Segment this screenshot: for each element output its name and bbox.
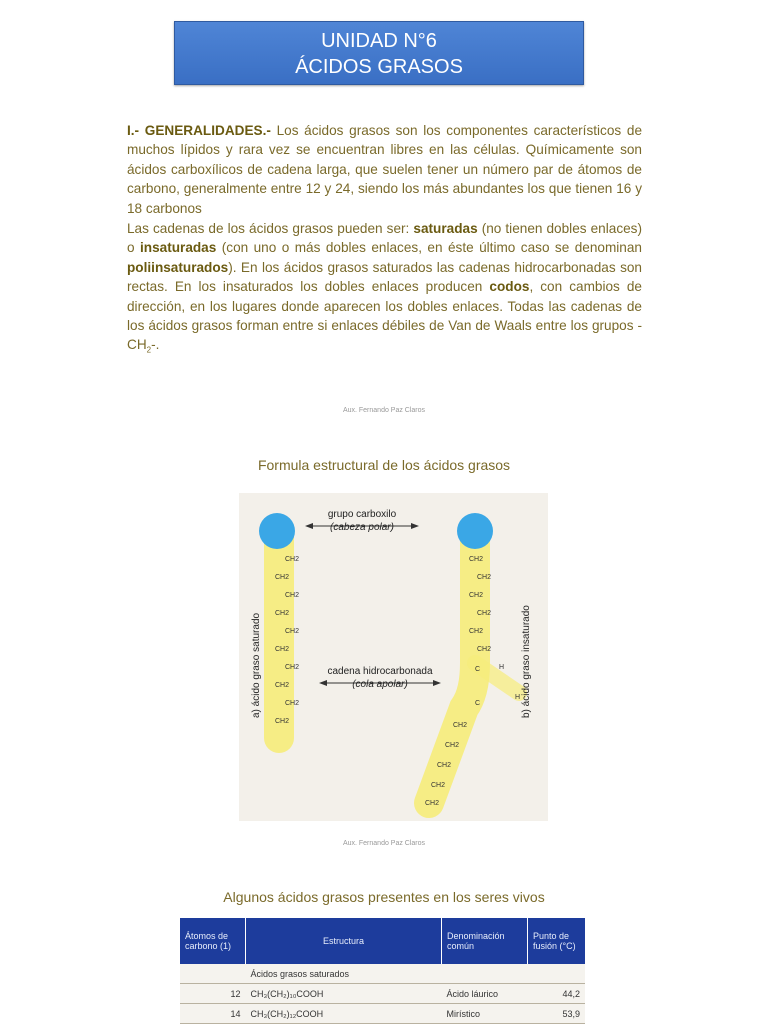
generalidades-text: Los ácidos grasos son los componentes característicos de muchos lípidos y rara vez se encuentran libres en las células. Químicamente son ácidos carboxílicos de cadena larga, que suelen tener un número par de átomos de carbono, generalmente entre 12 y 24, siendo los más abundantes los que tienen 16 y 18 carbonos	[127, 123, 642, 216]
author-credit: Aux. Fernando Paz Claros	[342, 840, 426, 847]
cell-name: Ácido láurico	[442, 984, 528, 1004]
generalidades-heading: I.- GENERALIDADES.-	[127, 123, 271, 138]
cadenas-text: , con cambios de dirección, en los lugares donde aparecen los dobles enlaces. Todas las cadenas de los ácidos grasos forman entre si enlaces débiles de Van de Waals entre los grupos -CH	[127, 279, 642, 353]
unit-number: UNIDAD N°6	[321, 30, 437, 52]
col-name: Denominación común	[442, 918, 528, 964]
figure-caption: Formula estructural de los ácidos grasos	[257, 457, 511, 473]
ch2-label: CH2	[275, 718, 290, 725]
fatty-acid-diagram	[239, 493, 548, 821]
saturated-polar-head	[259, 513, 295, 549]
ch2-label: CH2	[425, 800, 440, 807]
ch2-label: CH2	[285, 556, 300, 563]
cell-melting-point: 44,2	[528, 984, 586, 1004]
cadenas-text: (no tienen dobles enlaces) o	[127, 221, 642, 256]
ch2-label: CH2	[469, 556, 484, 563]
col-carbon: Átomos de carbono (1)	[180, 918, 246, 964]
arrowhead	[433, 680, 441, 686]
h-label: H	[499, 664, 505, 671]
ch2-label: CH2	[469, 628, 484, 635]
unsaturated-label: b) ácido graso insaturado	[521, 605, 532, 718]
table-caption: Algunos ácidos grasos presentes en los seres vivos	[223, 889, 545, 905]
unsaturated-polar-head	[457, 513, 493, 549]
ch2-label: CH2	[477, 646, 492, 653]
arrowhead	[319, 680, 327, 686]
ch2-label: CH2	[275, 610, 290, 617]
ch2-label: CH2	[285, 592, 300, 599]
term-saturadas: saturadas	[413, 221, 478, 236]
fatty-acids-data-table	[180, 918, 585, 1024]
section-saturated: Ácidos grasos saturados	[246, 964, 586, 984]
chain-sub: (cola apolar)	[352, 679, 408, 690]
ch2-label: CH2	[275, 574, 290, 581]
ch2-label: CH2	[275, 646, 290, 653]
ch2-label: CH2	[453, 722, 468, 729]
diagram-svg	[239, 493, 548, 821]
cell-structure: CH₃(CH₂)₁₂COOH	[246, 1004, 442, 1024]
table-section-row	[180, 964, 585, 984]
saturated-label: a) ácido graso saturado	[251, 612, 262, 718]
term-insaturadas: insaturadas	[140, 240, 217, 256]
table-row	[180, 1004, 585, 1024]
ch2-label: CH2	[275, 682, 290, 689]
ch2-label: CH2	[285, 628, 300, 635]
table-row	[180, 984, 585, 1004]
cadenas-paragraph	[127, 219, 642, 361]
table-header-row	[180, 918, 585, 964]
term-codos: codos	[489, 279, 530, 295]
c-label: C	[475, 666, 481, 673]
cadenas-text: Las cadenas de los ácidos grasos pueden ser:	[127, 221, 414, 236]
cell-name: Mirístico	[442, 1004, 528, 1024]
term-poliinsaturados: poliinsaturados	[127, 259, 229, 275]
ch2-label: CH2	[477, 610, 492, 617]
arrowhead	[305, 523, 313, 529]
ch2-label: CH2	[445, 742, 460, 749]
cell-structure: CH₃(CH₂)₁₀COOH	[246, 984, 442, 1004]
cell-carbon: 12	[180, 984, 246, 1004]
arrowhead	[411, 523, 419, 529]
cadenas-text: -.	[151, 337, 160, 353]
h-label: H	[515, 694, 521, 701]
cell-carbon: 14	[180, 1004, 246, 1024]
ch2-label: CH2	[285, 664, 300, 671]
ch2-label: CH2	[477, 574, 492, 581]
cadenas-text: (con uno o más dobles enlaces, en éste último caso se denominan	[216, 240, 642, 256]
cadenas-text: ). En los ácidos grasos saturados las cadenas hidrocarbonadas son rectas. En los insaturados los dobles enlaces producen	[127, 259, 642, 295]
ch2-label: CH2	[285, 700, 300, 707]
generalidades-paragraph	[127, 121, 642, 218]
col-structure: Estructura	[246, 918, 442, 964]
ch2-label: CH2	[469, 592, 484, 599]
carboxyl-sub: (cabeza polar)	[330, 522, 394, 533]
unit-topic: ÁCIDOS GRASOS	[295, 56, 463, 78]
author-credit: Aux. Fernando Paz Claros	[342, 407, 426, 414]
col-melting-point: Punto de fusión (°C)	[528, 918, 586, 964]
fatty-acids-table	[180, 918, 585, 1024]
subscript: 2	[146, 346, 152, 356]
ch2-label: CH2	[437, 762, 452, 769]
ch2-label: CH2	[431, 782, 446, 789]
carboxyl-label: grupo carboxilo	[327, 509, 397, 520]
chain-label: cadena hidrocarbonada	[327, 666, 433, 677]
unsaturated-tail	[429, 538, 475, 803]
c-label: C	[475, 700, 481, 707]
cell-melting-point: 53,9	[528, 1004, 586, 1024]
unit-title-box	[174, 21, 584, 85]
